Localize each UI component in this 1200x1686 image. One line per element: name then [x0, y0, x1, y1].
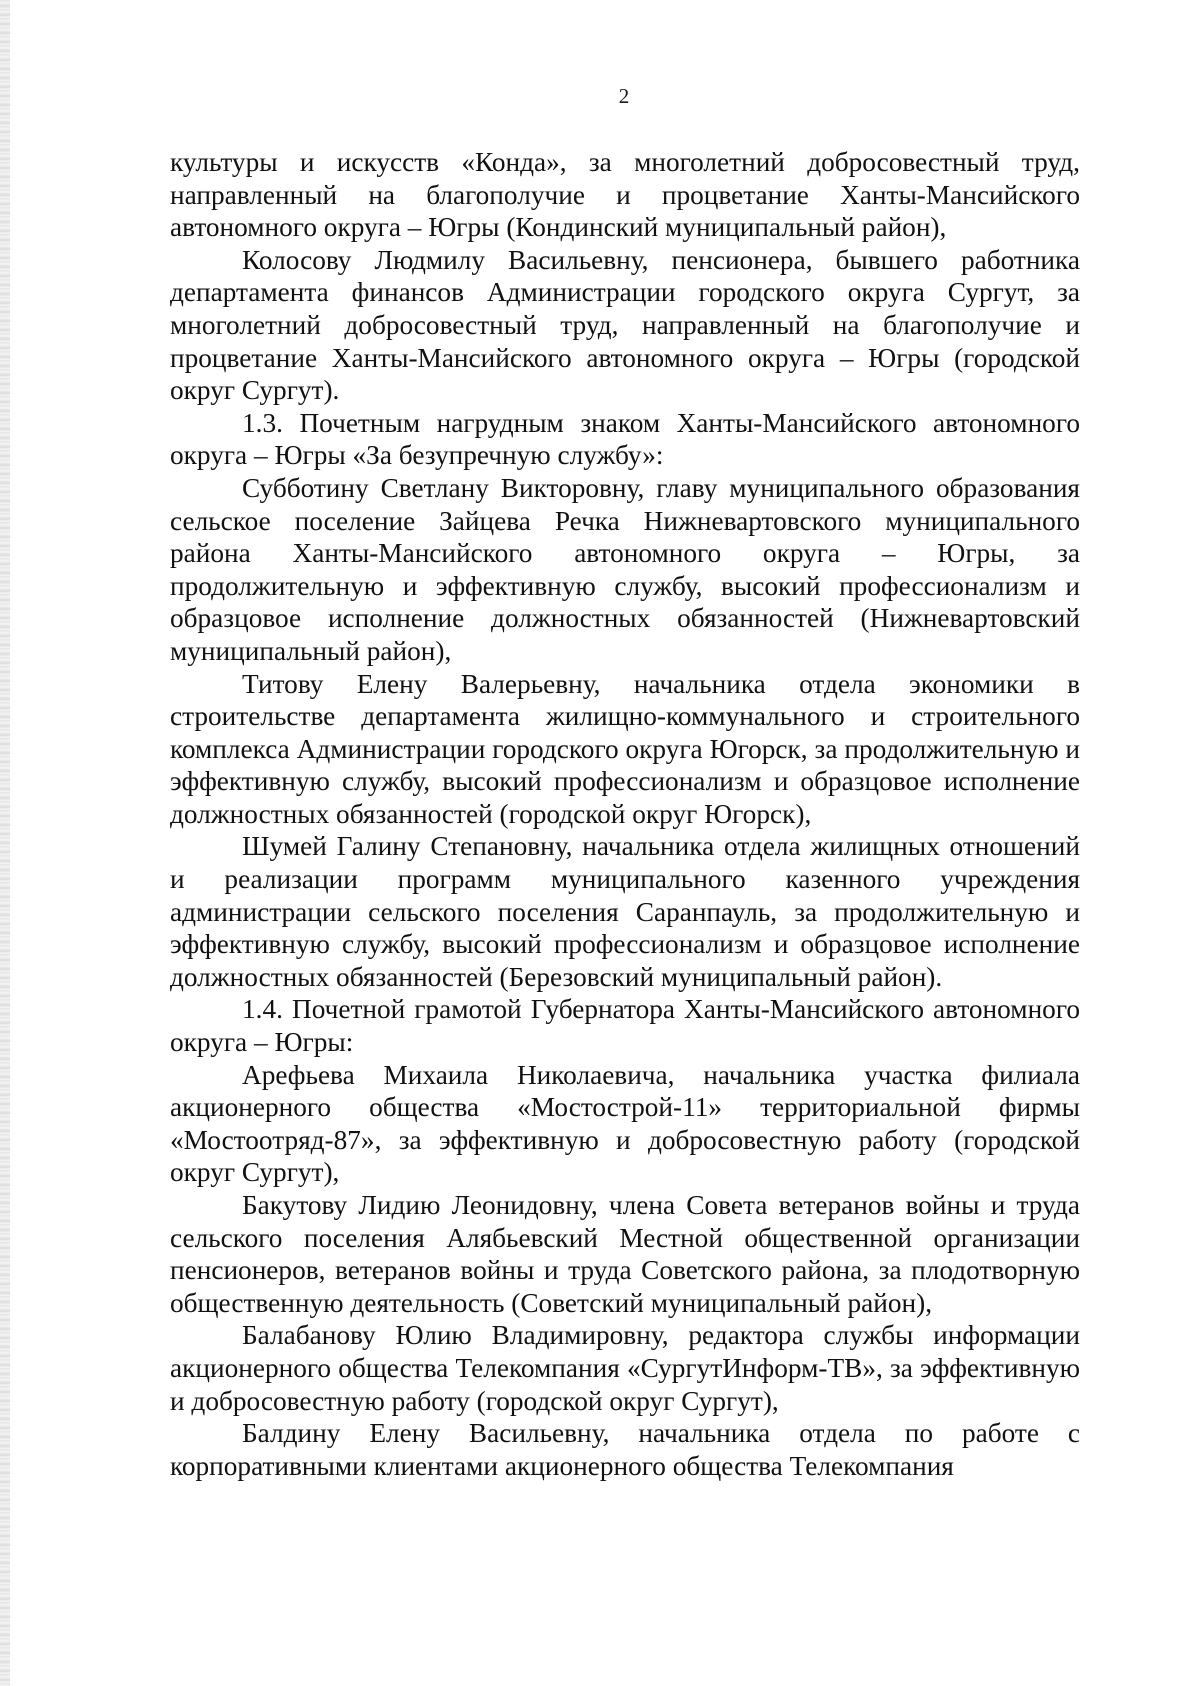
- paragraph-arefiev: Арефьева Михаила Николаевича, начальника участка филиала акционерного общества «Мостострой-11» территориальной фирмы «Мостоотряд-87», за эффективную и добросовестную работу (городской округ Сургут),: [170, 1059, 1080, 1188]
- scan-edge: [0, 0, 10, 1686]
- paragraph-kolosova: Колосову Людмилу Васильевну, пенсионера, бывшего работника департамента финансов Администрации городского округа Сургут, за многолетний добросовестный труд, направленный на благополучие и процветание Ханты-Мансийского автономного округа – Югры (городской округ Сургут).: [170, 244, 1080, 406]
- section-1-4-heading: 1.4. Почетной грамотой Губернатора Ханты-Мансийского автономного округа – Югры:: [170, 994, 1080, 1058]
- paragraph-subbotina: Субботину Светлану Викторовну, главу муниципального образования сельское поселение Зайцева Речка Нижневартовского муниципального района Ханты-Мансийского автономного округа – Югры, за продолжительную и эффективную службу, высокий профессионализм и образцовое исполнение должностных обязанностей (Нижневартовский муниципальный район),: [170, 472, 1080, 666]
- section-1-3-heading: 1.3. Почетным нагрудным знаком Ханты-Мансийского автономного округа – Югры «За безупречную службу»:: [170, 407, 1080, 471]
- paragraph-titova: Титову Елену Валерьевну, начальника отдела экономики в строительстве департамента жилищно-коммунального и строительного комплекса Администрации городского округа Югорск, за продолжительную и эффективную службу, высокий профессионализм и образцовое исполнение должностных обязанностей (городской округ Югорск),: [170, 668, 1080, 829]
- paragraph-bakutova: Бакутову Лидию Леонидовну, члена Совета ветеранов войны и труда сельского поселения Алябьевский Местной общественной организации пенсионеров, ветеранов войны и труда Советского района, за плодотворную общественную деятельность (Советский муниципальный район),: [170, 1190, 1080, 1318]
- paragraph-continuation: культуры и искусств «Конда», за многолетний добросовестный труд, направленный на благополучие и процветание Ханты-Мансийского автономного округа – Югры (Кондинский муниципальный район),: [170, 147, 1080, 243]
- paragraph-shumey: Шумей Галину Степановну, начальника отдела жилищных отношений и реализации программ муниципального казенного учреждения администрации сельского поселения Саранпауль, за продолжительную и эффективную службу, высокий профессионализм и образцовое исполнение должностных обязанностей (Березовский муниципальный район).: [170, 831, 1080, 992]
- paragraph-balabanova: Балабанову Юлию Владимировну, редактора службы информации акционерного общества Телекомпания «СургутИнформ-ТВ», за эффективную и добросовестную работу (городской округ Сургут),: [170, 1320, 1080, 1416]
- document-body: [170, 146, 1080, 1482]
- page-number: 2: [618, 84, 630, 108]
- paragraph-baldina: Балдину Елену Васильевну, начальника отдела по работе с корпоративными клиентами акционерного общества Телекомпания: [170, 1418, 1080, 1481]
